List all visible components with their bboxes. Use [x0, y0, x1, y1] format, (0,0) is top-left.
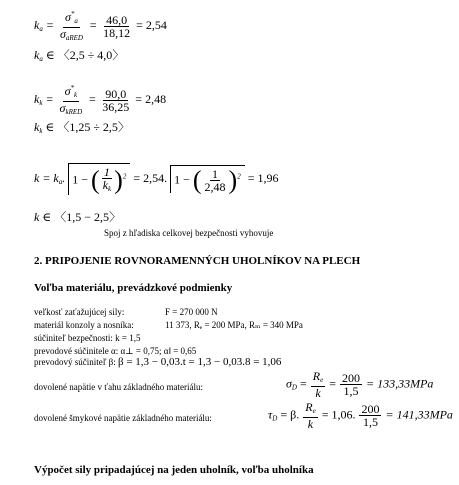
- bottom-section-title: Výpočet sily pripadajúcej na jeden uholník, voľba uholníka: [34, 464, 314, 476]
- range-kk: $k_k$ ∈ 〈1,25 ÷ 2,5〉: [34, 120, 130, 135]
- shear-label: dovolené šmykové napätie základného materiálu:: [34, 413, 212, 423]
- section-title: 2. PRIPOJENIE ROVNORAMENNÝCH UHOLNÍKOV NA PLECH: [34, 255, 361, 267]
- tension-label: dovolené napätie v ťahu základného materiálu:: [34, 382, 204, 392]
- conclusion-note: Spoj z hľadiska celkovej bezpečnosti vyhovuje: [104, 228, 274, 238]
- param-row: prevodový súčiniteľ β: β = 1,3 − 0,03.t = 1,3 − 0,03.8 = 1,06: [34, 356, 282, 368]
- param-row: súčiniteľ bezpečnosti: k = 1,5: [34, 333, 141, 343]
- range-k: k ∈ 〈1,5 − 2,5〉: [34, 210, 121, 224]
- param-row: materiál konzoly a nosníka:: [34, 320, 134, 330]
- equation-ka: $k_a$ = $\frac{\sigma^*_a}{\sigma_{aRED}}$ = $\frac{46,0}{18,12}$ = 2,54: [34, 10, 167, 42]
- param-value: F = 270 000 N: [165, 307, 218, 317]
- range-ka: $k_a$ ∈ 〈2,5 ÷ 4,0〉: [34, 48, 125, 63]
- subsection-title: Voľba materiálu, prevádzkové podmienky: [34, 282, 233, 294]
- param-value: 11 373, Rₑ = 200 MPa, Rₘ = 340 MPa: [165, 320, 303, 330]
- equation-kk: $k_k$ = $\frac{\sigma^*_k}{\sigma_{kRED}}$ = $\frac{90,0}{36,25}$ = 2,48: [34, 84, 167, 116]
- param-row: veľkosť zaťažujúcej sily:: [34, 307, 125, 317]
- shear-formula: $\tau_D = \beta$. $\frac{R_e}{k}$ = 1,06. $\frac{200}{1,5}$ = 141,33MPa: [268, 400, 453, 431]
- equation-k-total: $k = k_a$. 1 − ( $\frac{1}{k_k}$ )$^2$ = 2,54. 1 − ( $\frac{1}{2,48}$ )$^2$ = 1,96: [34, 165, 279, 195]
- param-row: prevodové súčinitele α: α⊥ = 0,75; α‖ = 0,65: [34, 346, 197, 356]
- tension-formula: $\sigma_D$ = $\frac{R_e}{k}$ = $\frac{200}{1,5}$ = 133,33MPa: [286, 369, 434, 400]
